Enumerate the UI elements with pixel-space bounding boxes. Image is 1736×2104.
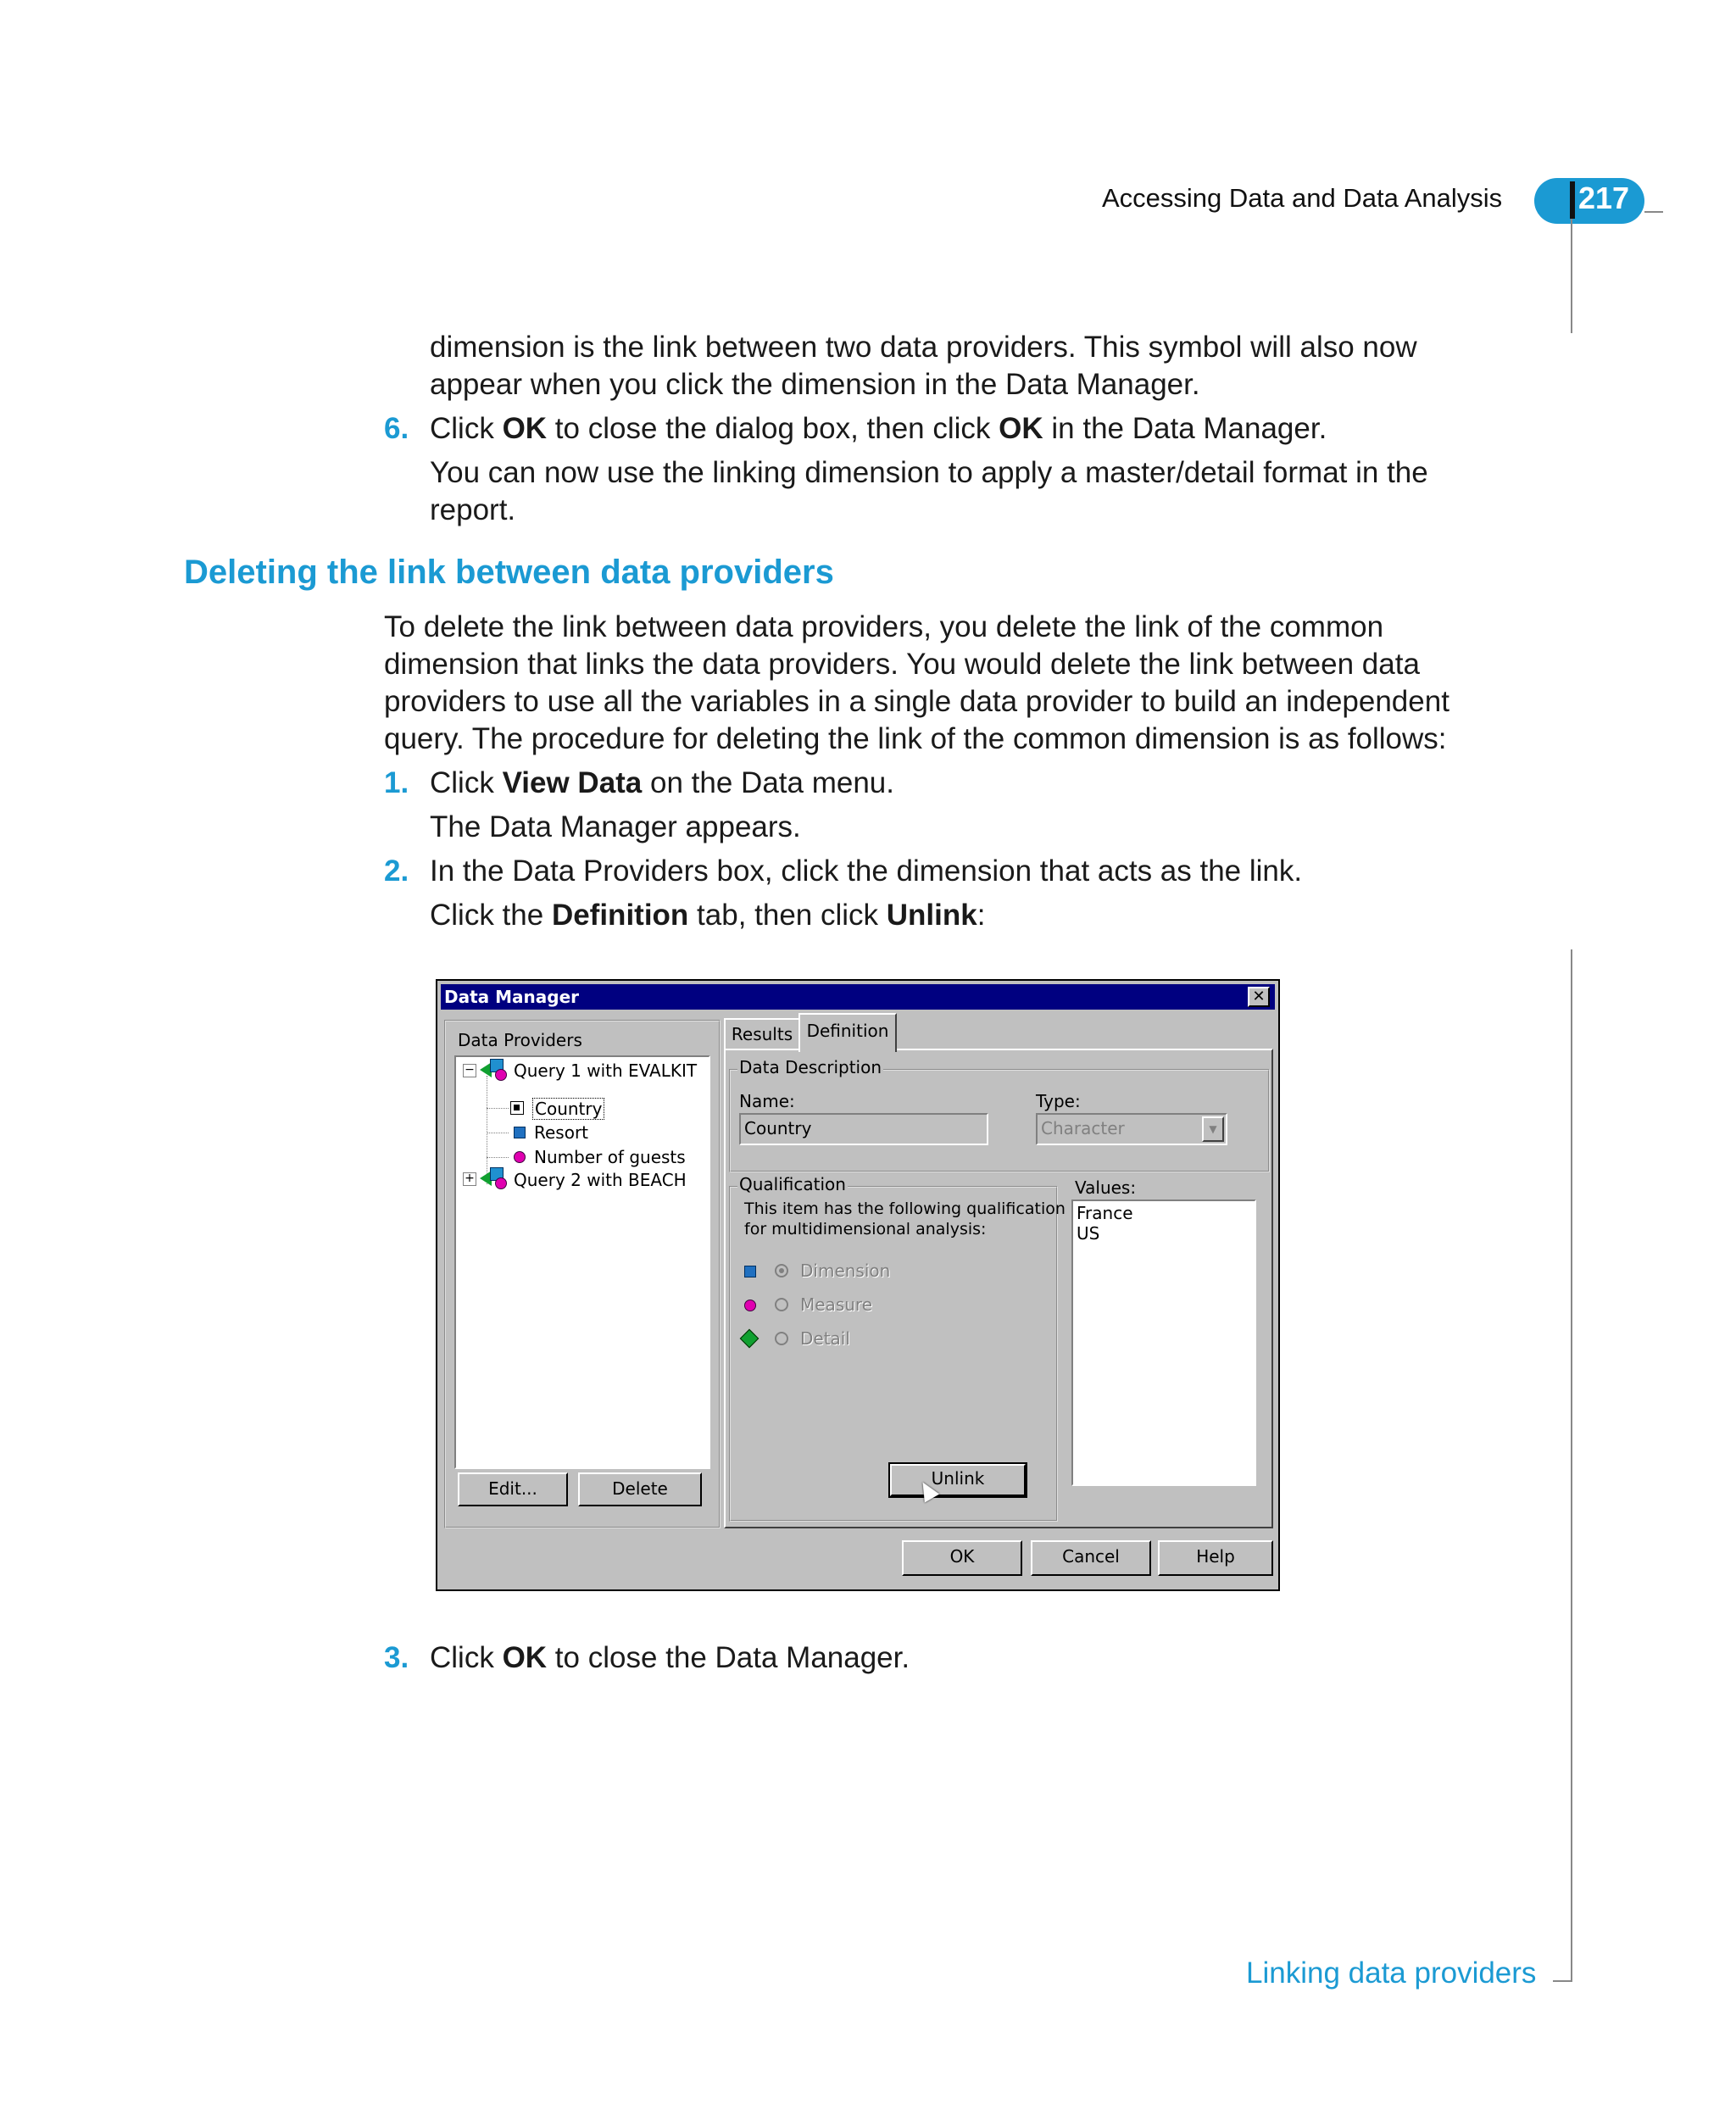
cancel-button[interactable]: Cancel: [1031, 1540, 1151, 1576]
edit-button[interactable]: Edit...: [458, 1472, 568, 1506]
data-manager-dialog: [436, 979, 1280, 1591]
data-providers-label: Data Providers: [458, 1030, 582, 1050]
step-1-number: 1.: [384, 766, 409, 799]
tree-item-resort[interactable]: Resort: [534, 1122, 589, 1143]
link-dimension-icon: [510, 1101, 524, 1115]
tree-item-number-of-guests[interactable]: Number of guests: [534, 1147, 686, 1167]
collapse-icon[interactable]: −: [463, 1064, 476, 1077]
intro-line-1: To delete the link between data providers, you delete the link of the common: [384, 610, 1384, 643]
query-measure-icon: [495, 1069, 507, 1081]
data-description-label: Data Description: [739, 1057, 882, 1077]
step-2-sub-text: Click the Definition tab, then click Unlink:: [430, 899, 986, 932]
measure-icon: [514, 1151, 526, 1163]
step-6-number: 6.: [384, 412, 409, 445]
unlink-button-label: Unlink: [890, 1464, 1026, 1496]
unlink-button[interactable]: [888, 1462, 1027, 1498]
measure-icon: [744, 1300, 756, 1311]
expand-icon[interactable]: +: [463, 1172, 476, 1186]
header-rule: [1644, 211, 1663, 213]
type-label: Type:: [1036, 1091, 1081, 1111]
qualification-text-line-1: This item has the following qualification: [744, 1200, 1066, 1218]
type-select[interactable]: [1036, 1113, 1227, 1145]
step-3-text: Click OK to close the Data Manager.: [430, 1641, 910, 1674]
detail-radio-label: Detail: [800, 1328, 850, 1349]
dimension-icon: [514, 1127, 526, 1138]
tree-item-query-1[interactable]: Query 1 with EVALKIT: [514, 1060, 698, 1081]
type-select-value: Character: [1041, 1118, 1125, 1138]
name-label: Name:: [739, 1091, 795, 1111]
dimension-icon: [744, 1266, 756, 1277]
step-6-result-line-2: report.: [430, 493, 516, 526]
step-3-number: 3.: [384, 1641, 409, 1674]
qualification-text-line-2: for multidimensional analysis:: [744, 1220, 987, 1238]
step-6-text: Click OK to close the dialog box, then click OK in the Data Manager.: [430, 412, 1327, 445]
data-providers-tree: [454, 1055, 710, 1469]
step-2-number: 2.: [384, 854, 409, 888]
values-list-item[interactable]: France: [1077, 1203, 1133, 1223]
qualification-label: Qualification: [739, 1174, 846, 1194]
help-button[interactable]: Help: [1158, 1540, 1273, 1576]
header-margin-line: [1571, 219, 1572, 333]
tree-item-query-2[interactable]: Query 2 with BEACH: [514, 1170, 687, 1190]
running-footer-title: Linking data providers: [1246, 1956, 1537, 1990]
continued-paragraph-line-1: dimension is the link between two data providers. This symbol will also now: [430, 331, 1417, 364]
values-list[interactable]: [1071, 1200, 1256, 1486]
step-6-result-line-1: You can now use the linking dimension to apply a master/detail format in the: [430, 456, 1428, 489]
intro-line-4: query. The procedure for deleting the link of the common dimension is as follows:: [384, 722, 1447, 755]
chevron-down-icon[interactable]: ▼: [1202, 1116, 1224, 1142]
values-list-item[interactable]: US: [1077, 1223, 1100, 1244]
delete-button[interactable]: Delete: [578, 1472, 702, 1506]
measure-radio-label: Measure: [800, 1294, 872, 1315]
dimension-radio-label: Dimension: [800, 1261, 891, 1281]
tree-item-country[interactable]: Country: [532, 1098, 604, 1120]
values-label: Values:: [1075, 1177, 1137, 1198]
tab-results[interactable]: Results: [724, 1018, 800, 1050]
measure-radio[interactable]: [775, 1298, 788, 1311]
footer-rule: [1553, 1980, 1572, 1982]
section-heading: Deleting the link between data providers: [184, 554, 834, 591]
step-2-text: In the Data Providers box, click the dimension that acts as the link.: [430, 854, 1303, 888]
close-icon[interactable]: ✕: [1248, 987, 1270, 1007]
dimension-radio[interactable]: [775, 1264, 788, 1277]
intro-line-2: dimension that links the data providers. You would delete the link between data: [384, 648, 1420, 681]
page-tab-marker: [1570, 181, 1575, 219]
query-measure-icon: [495, 1177, 507, 1189]
step-1-text: Click View Data on the Data menu.: [430, 766, 894, 799]
name-field[interactable]: Country: [739, 1113, 988, 1145]
step-1-result: The Data Manager appears.: [430, 810, 801, 843]
detail-radio[interactable]: [775, 1332, 788, 1345]
tree-connector: [487, 1157, 509, 1158]
page-number: 217: [1578, 181, 1630, 215]
dialog-title-bar: Data Manager: [441, 984, 1275, 1010]
tab-definition[interactable]: Definition: [798, 1013, 897, 1052]
continued-paragraph-line-2: appear when you click the dimension in the Data Manager.: [430, 368, 1200, 401]
right-margin-line: [1571, 949, 1572, 1982]
tree-connector: [487, 1108, 509, 1109]
running-header-title: Accessing Data and Data Analysis: [1102, 183, 1503, 213]
ok-button[interactable]: OK: [902, 1540, 1022, 1576]
intro-line-3: providers to use all the variables in a single data provider to build an independent: [384, 685, 1449, 718]
